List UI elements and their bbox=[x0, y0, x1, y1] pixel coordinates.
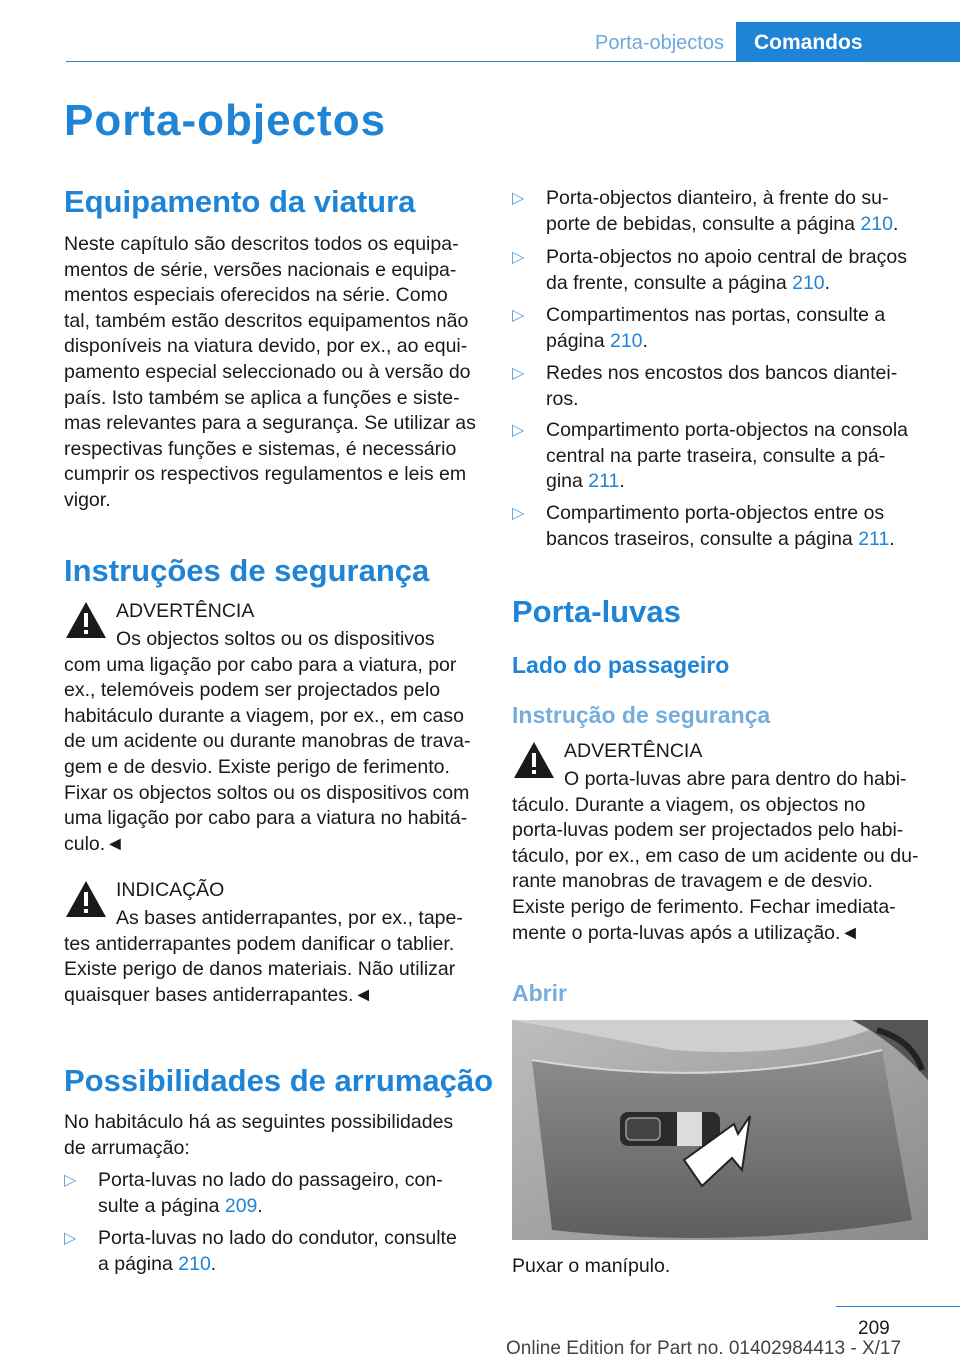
header-rule bbox=[66, 61, 960, 62]
warning-title: ADVERTÊNCIA bbox=[564, 740, 703, 762]
warning-title: ADVERTÊNCIA bbox=[116, 600, 255, 622]
storage-intro: No habitáculo há as seguintes possibilidades de arrumação: bbox=[64, 1111, 454, 1159]
page-link[interactable]: 210 bbox=[792, 271, 825, 294]
header-chapter-tab: Comandos bbox=[736, 22, 960, 62]
notice-title: INDICAÇÃO bbox=[116, 879, 225, 901]
equip-paragraph: Neste capítulo são descritos todos os equipa‐ mentos de série, versões nacionais e equipa‐ mentos especiais oferecidos na série. Como tal, também estão descritos equipamentos não disponíveis na viatura devido, por ex., ao equi‐ pamento especial seleccionado ou à versão do país. Isto também se aplica a funções e siste‐ mas relevantes para a segurança. Se utilizar as respectivas funções e sistemas, é necessário cumprir os respectivos regulamentos e leis em vigor. bbox=[64, 233, 476, 511]
bullet-arrow-icon: ▷ bbox=[64, 1230, 77, 1247]
page-link[interactable]: 211 bbox=[588, 470, 620, 493]
bullet-arrow-icon: ▷ bbox=[512, 365, 525, 382]
heading-instrucao-seguranca: Instrução de segurança bbox=[512, 702, 771, 728]
header-section-title: Porta-objectos bbox=[595, 32, 724, 54]
heading-seguranca: Instruções de segurança bbox=[64, 553, 430, 588]
page-link[interactable]: 210 bbox=[178, 1252, 211, 1275]
bullet-arrow-icon: ▷ bbox=[512, 190, 525, 207]
bullet-arrow-icon: ▷ bbox=[512, 505, 525, 522]
page-link[interactable]: 210 bbox=[609, 329, 643, 352]
bullet-arrow-icon: ▷ bbox=[512, 422, 525, 439]
glovebox-photo bbox=[512, 1020, 928, 1240]
page-link[interactable]: 211 bbox=[858, 527, 890, 550]
footer-edition: Online Edition for Part no. 01402984413 - X/17 bbox=[506, 1338, 902, 1359]
warning-text: Os objectos soltos ou os dispositivos com uma ligação por cabo para a viatura, por ex., telemóveis podem ser projectados pelo habitáculo durante a viagem, por ex., em caso de um acidente ou durante manobras de trava‐ gem e de desvio. Existe perigo de ferimento. Fixar os objectos soltos ou os dispositivos com uma ligação por cabo para a viatura no habitá‐ culo.◄ bbox=[64, 628, 471, 855]
heading-equipamento: Equipamento da viatura bbox=[64, 184, 416, 219]
bullet-arrow-icon: ▷ bbox=[512, 307, 525, 324]
bullet-arrow-icon: ▷ bbox=[512, 249, 525, 266]
notice-text: As bases antiderrapantes, por ex., tape‐ tes antiderrapantes podem danificar o tablier. Existe perigo de danos materiais. Não utilizar quaisquer bases antiderrapantes.◄ bbox=[64, 907, 463, 1006]
heading-lado-passageiro: Lado do passageiro bbox=[512, 652, 730, 678]
heading-abrir: Abrir bbox=[512, 980, 567, 1006]
heading-arrumacao: Possibilidades de arrumação bbox=[64, 1063, 494, 1098]
page-link[interactable]: 209 bbox=[224, 1194, 258, 1217]
warning-text: O porta-luvas abre para dentro do habi‐ táculo. Durante a viagem, os objectos no porta-luvas podem ser projectados pelo habi‐ táculo, por ex., em caso de um acidente ou du‐ rante manobras de travagem e de desvio. Existe perigo de ferimento. Fechar imediata‐ mente o porta-luvas após a utilização.◄ bbox=[512, 768, 919, 944]
page-link[interactable]: 210 bbox=[860, 212, 893, 235]
photo-caption: Puxar o manípulo. bbox=[512, 1255, 671, 1277]
page-number: 209 bbox=[858, 1318, 890, 1339]
heading-porta-luvas: Porta-luvas bbox=[512, 594, 681, 629]
page-title: Porta-objectos bbox=[64, 96, 387, 145]
footer-rule bbox=[836, 1306, 960, 1307]
bullet-arrow-icon: ▷ bbox=[64, 1172, 77, 1189]
